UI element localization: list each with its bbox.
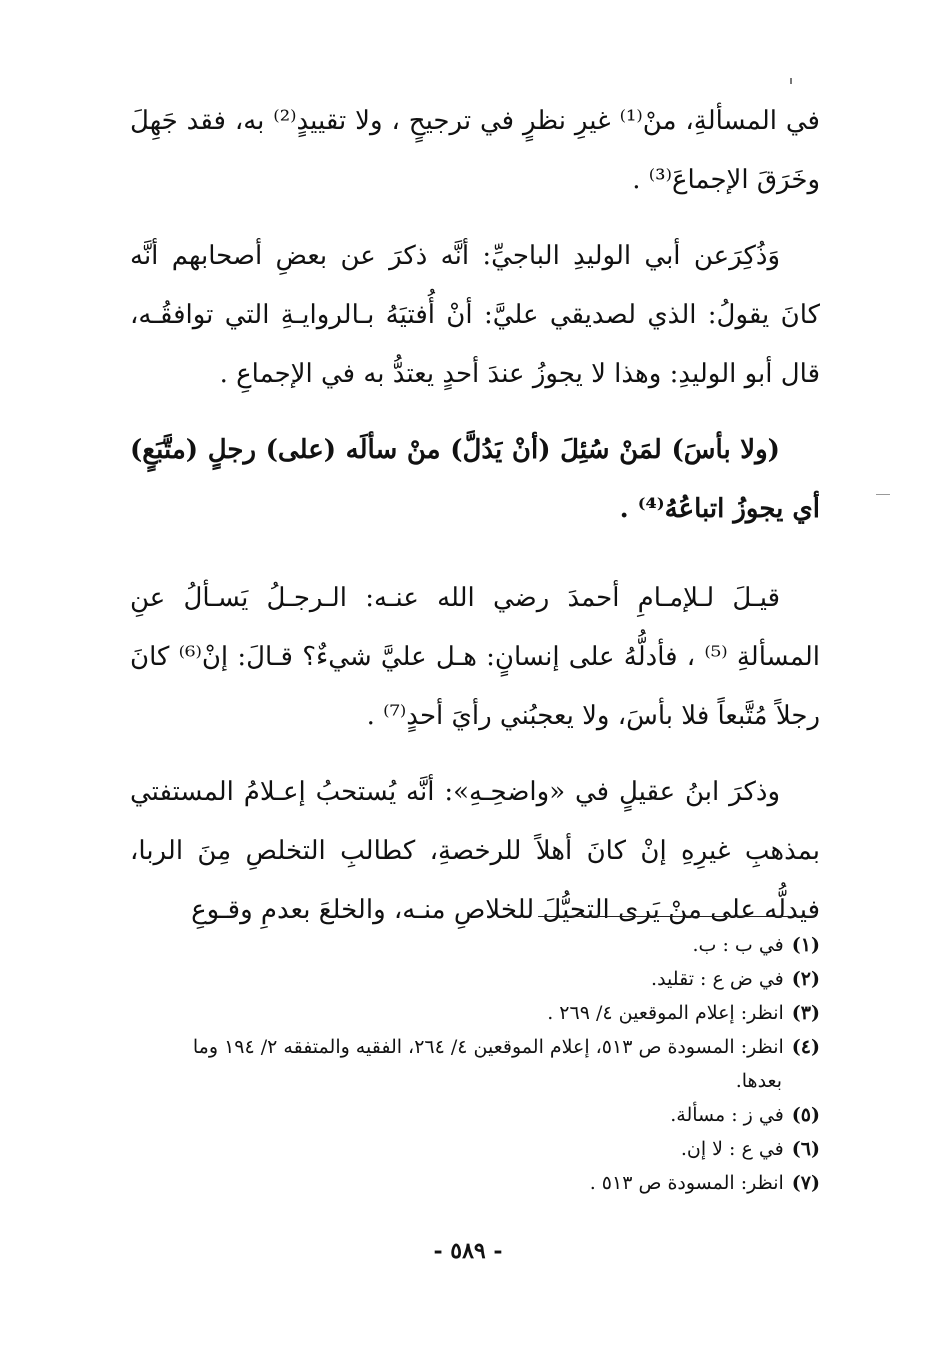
footnote-4 bbox=[130, 1030, 820, 1098]
footnote-number: (١) bbox=[791, 934, 820, 956]
scan-mark-right bbox=[876, 494, 890, 495]
paragraph-5: وذكرَ ابنُ عقيلٍ في «واضحِـهِ»: أنَّه يُستحبُ إعـلامُ المستفتي بمذهبِ غيرِهِ إنْ كانَ أهلاً للرخصةِ، كطالبِ التخلصِ مِنَ الربا، فيدلُّه على منْ يَرى التحيُّلَ للخلاصِ منـه، والخلعَ بعدمِ وقـوعِ bbox=[130, 777, 820, 925]
footnote-3 bbox=[130, 996, 820, 1030]
paragraph-2: وَذُكِرَعن أبي الوليدِ الباجيِّ: أنَّه ذكرَ عن بعضِ أصحابهم أنَّه كانَ يقولُ: الذي لصديقي عليَّ: أنْ أُفتيَهُ بـالروايـةِ التي توافقُـه، قال أبو الوليدِ: وهذا لا يجوزُ عندَ أحدٍ يعتدُّ به في الإجماعِ . bbox=[130, 241, 820, 389]
footnote-number: (٧) bbox=[791, 1172, 820, 1194]
footnote-text: في ب : ب. bbox=[692, 934, 784, 956]
page-number: - ٥٨٩ - bbox=[433, 1238, 503, 1264]
footnote-number: (٤) bbox=[791, 1036, 820, 1058]
footnote-continuation: بعدها. bbox=[735, 1070, 782, 1092]
footnotes bbox=[130, 928, 820, 1200]
footnote-number: (٣) bbox=[791, 1002, 820, 1024]
footnote-7 bbox=[130, 1166, 820, 1200]
footnote-text: انظر: المسودة ص ٥١٣، إعلام الموقعين ٤/ ٢٦٤، الفقيه والمتفقه ٢/ ١٩٤ وما bbox=[192, 1036, 784, 1058]
footnote-1 bbox=[130, 928, 820, 962]
footnote-number: (٦) bbox=[791, 1138, 820, 1160]
paragraph-4: قيـلَ لـلإمـامِ أحمدَ رضي الله عنـه: الـرجـلُ يَسـألُ عنِ المسألةِ ⁽⁵⁾ ، فأدلُّهُ على إنسانٍ: هـل عليَّ شيءٌ؟ قـالَ: إنْ⁽⁶⁾ كانَ رجلاً مُتَّبعاً فلا بأسَ، ولا يعجبُني رأيَ أحدٍ⁽⁷⁾ . bbox=[130, 583, 820, 731]
footnote-text: انظر: المسودة ص ٥١٣ . bbox=[589, 1172, 784, 1194]
footnote-text: في ض ع : تقليد. bbox=[651, 968, 784, 990]
footnote-text: انظر: إعلام الموقعين ٤/ ٢٦٩ . bbox=[547, 1002, 784, 1024]
footnote-text: في ز : مسألة. bbox=[670, 1104, 784, 1126]
main-text bbox=[130, 92, 820, 957]
footnote-2 bbox=[130, 962, 820, 996]
footnote-separator bbox=[538, 916, 816, 917]
footnote-number: (٥) bbox=[791, 1104, 820, 1126]
footnote-number: (٢) bbox=[791, 968, 820, 990]
scan-mark-top bbox=[790, 78, 792, 84]
footnote-6 bbox=[130, 1132, 820, 1166]
paragraph-3: (ولا بأسَ) لمَنْ سُئِلَ (أنْ يَدُلَّ) منْ سألَه (على) رجلٍ (متَّبَعٍ) أي يجوزُ اتباعُهُ⁽⁴⁾ . bbox=[130, 435, 820, 524]
footnote-text: في ع : لا إن. bbox=[680, 1138, 784, 1160]
footnote-5 bbox=[130, 1098, 820, 1132]
paragraph-1: في المسألةِ، منْ⁽¹⁾ غيرِ نظرٍ في ترجيحٍ ، ولا تقييدٍ⁽²⁾ به، فقد جَهِلَ وخَرَقَ الإجماعَ⁽³⁾ . bbox=[130, 106, 820, 195]
